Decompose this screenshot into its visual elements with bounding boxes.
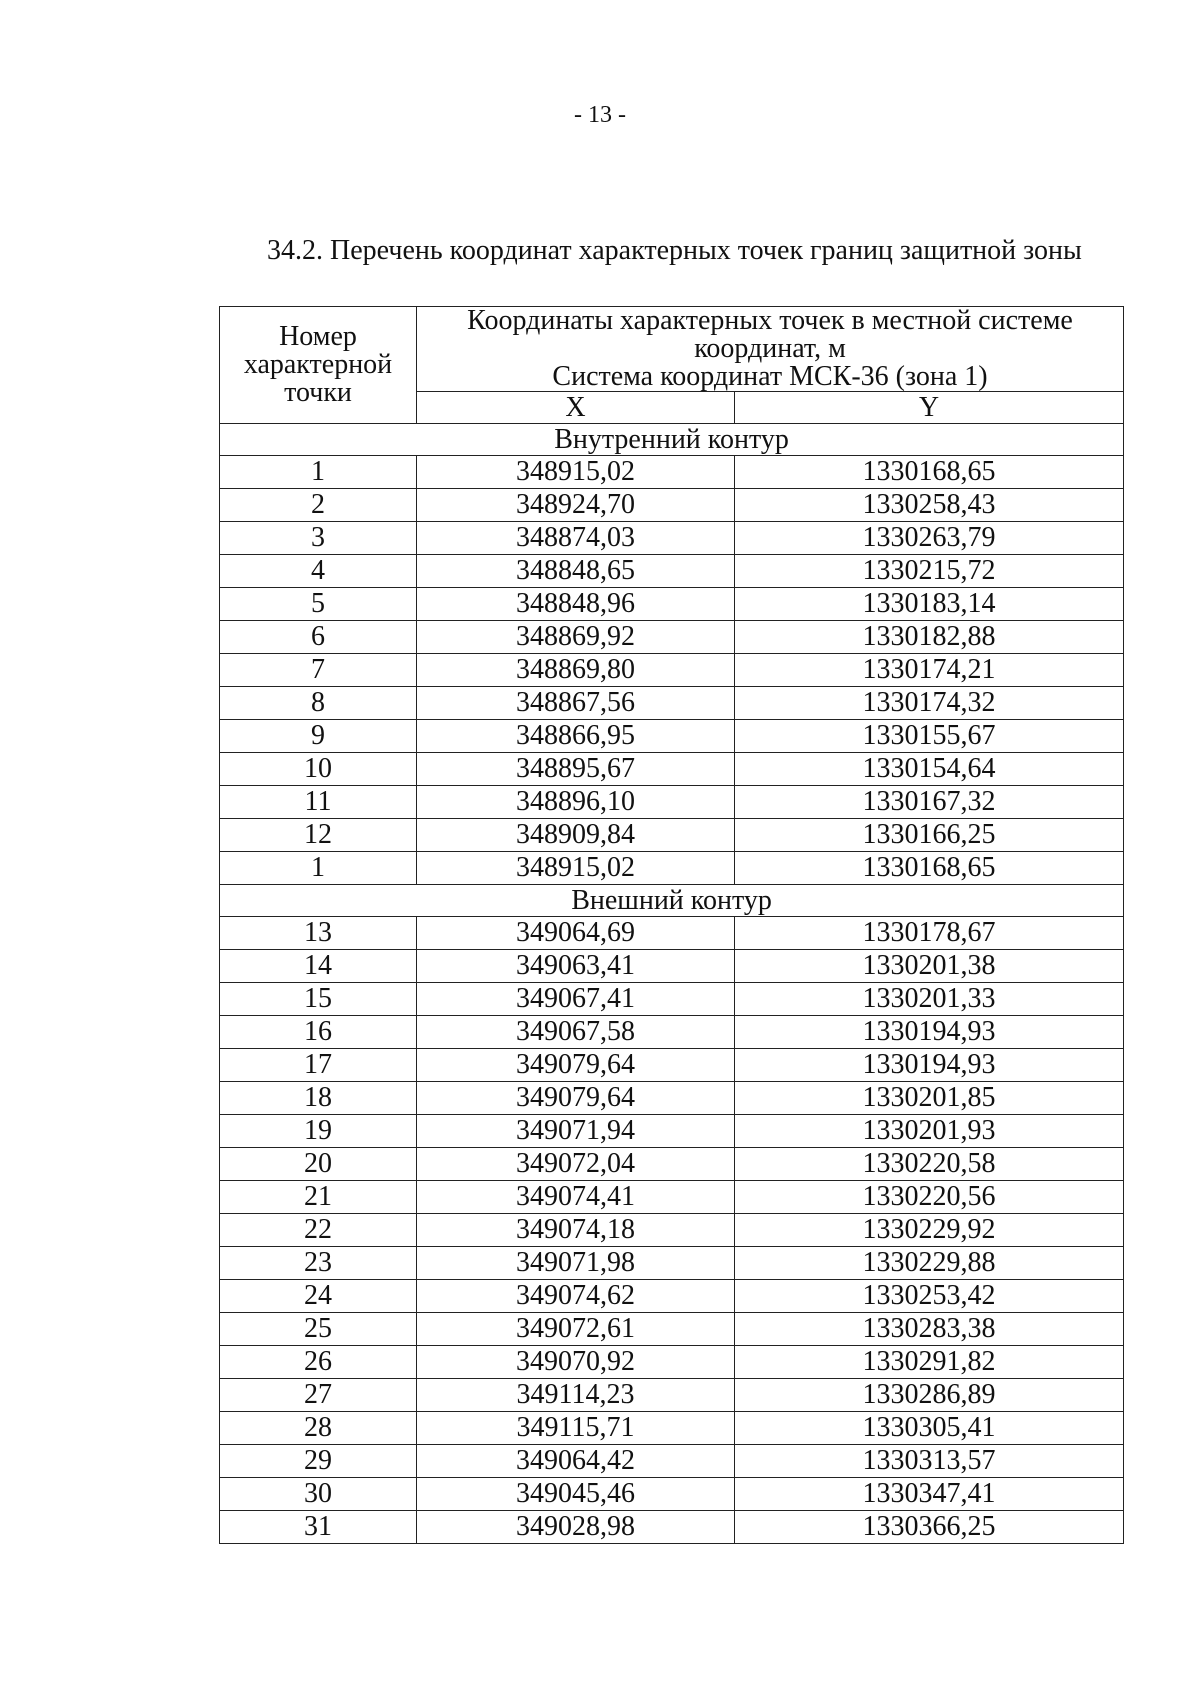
x-coordinate-cell: 349074,18 [417, 1214, 735, 1247]
table-row [220, 555, 1124, 588]
x-coordinate-cell: 349045,46 [417, 1478, 735, 1511]
y-coordinate-cell: 1330201,93 [735, 1115, 1124, 1148]
table-row [220, 456, 1124, 489]
point-number-cell: 21 [220, 1181, 417, 1214]
y-coordinate-cell: 1330168,65 [735, 456, 1124, 489]
x-coordinate-cell: 349067,58 [417, 1016, 735, 1049]
x-coordinate-cell: 349064,42 [417, 1445, 735, 1478]
x-coordinate-cell: 349079,64 [417, 1049, 735, 1082]
table-row [220, 950, 1124, 983]
table-row [220, 1313, 1124, 1346]
point-number-cell: 2 [220, 489, 417, 522]
table-row [220, 1214, 1124, 1247]
y-coordinate-cell: 1330154,64 [735, 753, 1124, 786]
table-row [220, 819, 1124, 852]
y-coordinate-cell: 1330253,42 [735, 1280, 1124, 1313]
point-number-cell: 1 [220, 852, 417, 885]
point-number-cell: 22 [220, 1214, 417, 1247]
y-coordinate-cell: 1330201,33 [735, 983, 1124, 1016]
x-coordinate-cell: 348915,02 [417, 456, 735, 489]
table-row [220, 1082, 1124, 1115]
point-number-cell: 3 [220, 522, 417, 555]
point-number-cell: 31 [220, 1511, 417, 1544]
table-row [220, 621, 1124, 654]
point-number-cell: 5 [220, 588, 417, 621]
point-number-header-line: точки [284, 377, 352, 408]
table-row [220, 753, 1124, 786]
point-number-cell: 13 [220, 917, 417, 950]
table-row [220, 522, 1124, 555]
y-coordinate-cell: 1330183,14 [735, 588, 1124, 621]
x-coordinate-cell: 348848,65 [417, 555, 735, 588]
point-number-cell: 10 [220, 753, 417, 786]
x-coordinate-cell: 348874,03 [417, 522, 735, 555]
point-number-cell: 26 [220, 1346, 417, 1379]
table-row [220, 687, 1124, 720]
x-coordinate-cell: 349074,62 [417, 1280, 735, 1313]
table-row [220, 1412, 1124, 1445]
point-number-cell: 6 [220, 621, 417, 654]
y-coordinate-cell: 1330220,58 [735, 1148, 1124, 1181]
table-row [220, 1445, 1124, 1478]
x-coordinate-cell: 348896,10 [417, 786, 735, 819]
coordinates-table [219, 306, 1124, 1544]
point-number-header-line: характерной [243, 349, 393, 380]
table-row [220, 489, 1124, 522]
y-coordinate-cell: 1330215,72 [735, 555, 1124, 588]
y-coordinate-cell: 1330291,82 [735, 1346, 1124, 1379]
point-number-cell: 27 [220, 1379, 417, 1412]
y-coordinate-cell: 1330166,25 [735, 819, 1124, 852]
table-row [220, 720, 1124, 753]
table-row [220, 1115, 1124, 1148]
point-number-cell: 18 [220, 1082, 417, 1115]
x-coordinate-cell: 348848,96 [417, 588, 735, 621]
table-row [220, 1181, 1124, 1214]
y-coordinate-cell: 1330174,21 [735, 654, 1124, 687]
table-row [220, 983, 1124, 1016]
section-title: 34.2. Перечень координат характерных точек границ защитной зоны [267, 235, 1082, 266]
point-number-header-line: Номер [279, 321, 357, 352]
x-coordinate-cell: 349064,69 [417, 917, 735, 950]
table-body [220, 424, 1124, 1544]
point-number-cell: 14 [220, 950, 417, 983]
point-number-cell: 12 [220, 819, 417, 852]
y-coordinate-cell: 1330182,88 [735, 621, 1124, 654]
x-coordinate-cell: 349079,64 [417, 1082, 735, 1115]
point-number-cell: 15 [220, 983, 417, 1016]
x-coordinate-cell: 348915,02 [417, 852, 735, 885]
table-row [220, 1148, 1124, 1181]
y-coordinate-cell: 1330258,43 [735, 489, 1124, 522]
point-number-cell: 9 [220, 720, 417, 753]
coordinates-header-line: координат, м [694, 333, 846, 364]
table-row [220, 1379, 1124, 1412]
table-row [220, 1049, 1124, 1082]
point-number-cell: 11 [220, 786, 417, 819]
x-coordinate-cell: 348924,70 [417, 489, 735, 522]
x-coordinate-cell: 348895,67 [417, 753, 735, 786]
y-coordinate-cell: 1330201,38 [735, 950, 1124, 983]
table-row [220, 1511, 1124, 1544]
x-coordinate-cell: 349072,04 [417, 1148, 735, 1181]
page-number: - 13 - [574, 102, 626, 128]
point-number-cell: 7 [220, 654, 417, 687]
point-number-cell: 16 [220, 1016, 417, 1049]
y-coordinate-cell: 1330313,57 [735, 1445, 1124, 1478]
x-coordinate-cell: 348869,92 [417, 621, 735, 654]
x-coordinate-cell: 348869,80 [417, 654, 735, 687]
point-number-cell: 28 [220, 1412, 417, 1445]
table-row [220, 1478, 1124, 1511]
x-coordinate-cell: 348866,95 [417, 720, 735, 753]
y-coordinate-cell: 1330220,56 [735, 1181, 1124, 1214]
x-coordinate-cell: 349067,41 [417, 983, 735, 1016]
y-coordinate-cell: 1330178,67 [735, 917, 1124, 950]
x-coordinate-cell: 349072,61 [417, 1313, 735, 1346]
y-coordinate-cell: 1330174,32 [735, 687, 1124, 720]
point-number-cell: 29 [220, 1445, 417, 1478]
y-coordinate-cell: 1330305,41 [735, 1412, 1124, 1445]
point-number-cell: 17 [220, 1049, 417, 1082]
table-row [220, 1247, 1124, 1280]
x-coordinate-cell: 349074,41 [417, 1181, 735, 1214]
x-coordinate-cell: 349071,94 [417, 1115, 735, 1148]
x-coordinate-cell: 348867,56 [417, 687, 735, 720]
y-axis-header: Y [735, 392, 1124, 424]
x-coordinate-cell: 349071,98 [417, 1247, 735, 1280]
x-axis-header: X [417, 392, 735, 424]
y-coordinate-cell: 1330155,67 [735, 720, 1124, 753]
x-coordinate-cell: 349114,23 [417, 1379, 735, 1412]
x-coordinate-cell: 348909,84 [417, 819, 735, 852]
table-row [220, 1346, 1124, 1379]
y-coordinate-cell: 1330347,41 [735, 1478, 1124, 1511]
inner-contour-label: Внутренний контур [220, 424, 1124, 456]
table-row [220, 917, 1124, 950]
y-coordinate-cell: 1330194,93 [735, 1016, 1124, 1049]
y-coordinate-cell: 1330263,79 [735, 522, 1124, 555]
coordinates-header-line: Координаты характерных точек в местной системе [467, 305, 1073, 336]
y-coordinate-cell: 1330167,32 [735, 786, 1124, 819]
x-coordinate-cell: 349028,98 [417, 1511, 735, 1544]
table-row [220, 1280, 1124, 1313]
point-number-cell: 24 [220, 1280, 417, 1313]
y-coordinate-cell: 1330168,65 [735, 852, 1124, 885]
x-coordinate-cell: 349070,92 [417, 1346, 735, 1379]
table-row [220, 852, 1124, 885]
point-number-cell: 23 [220, 1247, 417, 1280]
coordinates-header [417, 307, 1124, 392]
x-coordinate-cell: 349063,41 [417, 950, 735, 983]
point-number-cell: 25 [220, 1313, 417, 1346]
x-coordinate-cell: 349115,71 [417, 1412, 735, 1445]
point-number-cell: 30 [220, 1478, 417, 1511]
point-number-cell: 4 [220, 555, 417, 588]
y-coordinate-cell: 1330283,38 [735, 1313, 1124, 1346]
point-number-cell: 1 [220, 456, 417, 489]
point-number-cell: 8 [220, 687, 417, 720]
point-number-header [220, 307, 417, 424]
y-coordinate-cell: 1330194,93 [735, 1049, 1124, 1082]
table-row [220, 786, 1124, 819]
y-coordinate-cell: 1330201,85 [735, 1082, 1124, 1115]
outer-contour-label: Внешний контур [220, 885, 1124, 917]
table-row [220, 588, 1124, 621]
y-coordinate-cell: 1330229,92 [735, 1214, 1124, 1247]
point-number-cell: 19 [220, 1115, 417, 1148]
point-number-cell: 20 [220, 1148, 417, 1181]
y-coordinate-cell: 1330286,89 [735, 1379, 1124, 1412]
coordinates-header-line: Система координат МСК-36 (зона 1) [552, 361, 988, 392]
y-coordinate-cell: 1330229,88 [735, 1247, 1124, 1280]
table-header [220, 307, 1124, 424]
table-row [220, 1016, 1124, 1049]
table-row [220, 654, 1124, 687]
y-coordinate-cell: 1330366,25 [735, 1511, 1124, 1544]
